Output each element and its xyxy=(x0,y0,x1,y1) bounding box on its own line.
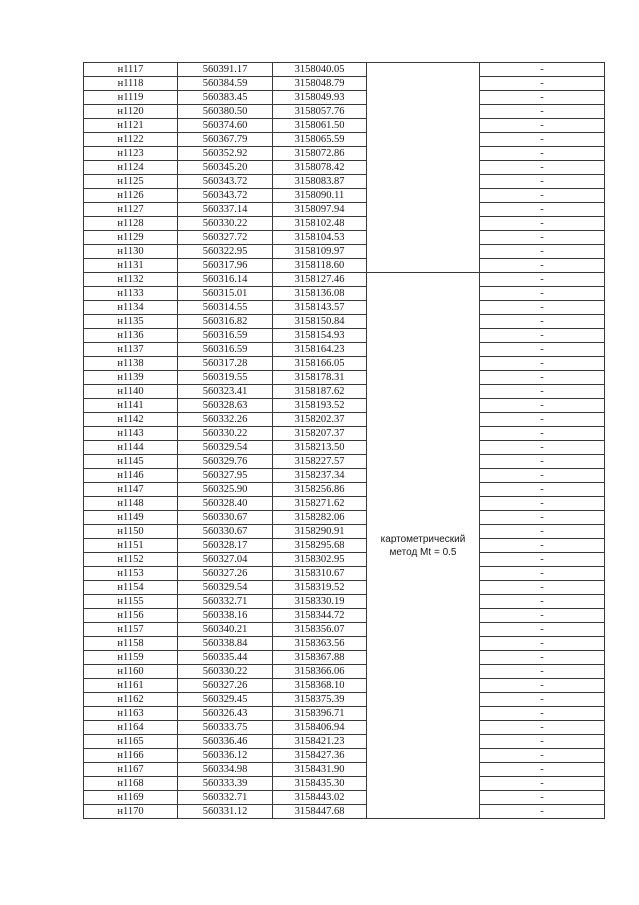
table-row xyxy=(84,77,605,91)
table-row xyxy=(84,217,605,231)
dash-cell: - xyxy=(480,329,605,343)
point-id-cell: н1145 xyxy=(84,455,178,469)
x-coordinate-cell: 560352.92 xyxy=(178,147,273,161)
x-coordinate-cell: 560338.84 xyxy=(178,637,273,651)
table-row xyxy=(84,749,605,763)
point-id-cell: н1147 xyxy=(84,483,178,497)
dash-cell: - xyxy=(480,749,605,763)
point-id-cell: н1122 xyxy=(84,133,178,147)
x-coordinate-cell: 560340.21 xyxy=(178,623,273,637)
y-coordinate-cell: 3158061.50 xyxy=(273,119,367,133)
x-coordinate-cell: 560391.17 xyxy=(178,63,273,77)
y-coordinate-cell: 3158396.71 xyxy=(273,707,367,721)
dash-cell: - xyxy=(480,511,605,525)
x-coordinate-cell: 560329.54 xyxy=(178,441,273,455)
y-coordinate-cell: 3158431.90 xyxy=(273,763,367,777)
y-coordinate-cell: 3158143.57 xyxy=(273,301,367,315)
y-coordinate-cell: 3158310.67 xyxy=(273,567,367,581)
dash-cell: - xyxy=(480,399,605,413)
dash-cell: - xyxy=(480,301,605,315)
table-row xyxy=(84,231,605,245)
table-row xyxy=(84,763,605,777)
y-coordinate-cell: 3158150.84 xyxy=(273,315,367,329)
dash-cell: - xyxy=(480,189,605,203)
point-id-cell: н1144 xyxy=(84,441,178,455)
table-row xyxy=(84,329,605,343)
y-coordinate-cell: 3158065.59 xyxy=(273,133,367,147)
table-row xyxy=(84,455,605,469)
point-id-cell: н1118 xyxy=(84,77,178,91)
point-id-cell: н1117 xyxy=(84,63,178,77)
y-coordinate-cell: 3158164.23 xyxy=(273,343,367,357)
point-id-cell: н1146 xyxy=(84,469,178,483)
point-id-cell: н1150 xyxy=(84,525,178,539)
dash-cell: - xyxy=(480,133,605,147)
dash-cell: - xyxy=(480,147,605,161)
dash-cell: - xyxy=(480,203,605,217)
x-coordinate-cell: 560316.14 xyxy=(178,273,273,287)
point-id-cell: н1139 xyxy=(84,371,178,385)
point-id-cell: н1137 xyxy=(84,343,178,357)
y-coordinate-cell: 3158202.37 xyxy=(273,413,367,427)
y-coordinate-cell: 3158102.48 xyxy=(273,217,367,231)
y-coordinate-cell: 3158330.19 xyxy=(273,595,367,609)
table-row xyxy=(84,441,605,455)
dash-cell: - xyxy=(480,525,605,539)
dash-cell: - xyxy=(480,63,605,77)
table-row xyxy=(84,567,605,581)
table-row xyxy=(84,595,605,609)
x-coordinate-cell: 560384.59 xyxy=(178,77,273,91)
point-id-cell: н1161 xyxy=(84,679,178,693)
y-coordinate-cell: 3158367.88 xyxy=(273,651,367,665)
dash-cell: - xyxy=(480,623,605,637)
table-row xyxy=(84,497,605,511)
dash-cell: - xyxy=(480,679,605,693)
point-id-cell: н1126 xyxy=(84,189,178,203)
point-id-cell: н1170 xyxy=(84,805,178,819)
method-label-line2: метод Mt = 0.5 xyxy=(389,546,457,558)
table-row xyxy=(84,721,605,735)
x-coordinate-cell: 560330.22 xyxy=(178,217,273,231)
dash-cell: - xyxy=(480,581,605,595)
x-coordinate-cell: 560333.75 xyxy=(178,721,273,735)
x-coordinate-cell: 560336.46 xyxy=(178,735,273,749)
y-coordinate-cell: 3158356.07 xyxy=(273,623,367,637)
y-coordinate-cell: 3158187.62 xyxy=(273,385,367,399)
dash-cell: - xyxy=(480,777,605,791)
method-cell-empty xyxy=(367,63,480,273)
table-row xyxy=(84,371,605,385)
point-id-cell: н1128 xyxy=(84,217,178,231)
point-id-cell: н1141 xyxy=(84,399,178,413)
x-coordinate-cell: 560327.04 xyxy=(178,553,273,567)
dash-cell: - xyxy=(480,175,605,189)
y-coordinate-cell: 3158154.93 xyxy=(273,329,367,343)
dash-cell: - xyxy=(480,595,605,609)
table-row xyxy=(84,679,605,693)
table-row xyxy=(84,273,605,287)
dash-cell: - xyxy=(480,287,605,301)
x-coordinate-cell: 560374.60 xyxy=(178,119,273,133)
table-row xyxy=(84,525,605,539)
x-coordinate-cell: 560329.76 xyxy=(178,455,273,469)
table-row xyxy=(84,469,605,483)
table-row xyxy=(84,63,605,77)
point-id-cell: н1120 xyxy=(84,105,178,119)
point-id-cell: н1134 xyxy=(84,301,178,315)
dash-cell: - xyxy=(480,119,605,133)
point-id-cell: н1159 xyxy=(84,651,178,665)
point-id-cell: н1157 xyxy=(84,623,178,637)
point-id-cell: н1143 xyxy=(84,427,178,441)
x-coordinate-cell: 560315.01 xyxy=(178,287,273,301)
dash-cell: - xyxy=(480,791,605,805)
x-coordinate-cell: 560314.55 xyxy=(178,301,273,315)
dash-cell: - xyxy=(480,553,605,567)
y-coordinate-cell: 3158166.05 xyxy=(273,357,367,371)
point-id-cell: н1121 xyxy=(84,119,178,133)
dash-cell: - xyxy=(480,385,605,399)
table-row xyxy=(84,301,605,315)
x-coordinate-cell: 560328.40 xyxy=(178,497,273,511)
table-row xyxy=(84,665,605,679)
x-coordinate-cell: 560327.26 xyxy=(178,567,273,581)
x-coordinate-cell: 560330.67 xyxy=(178,525,273,539)
dash-cell: - xyxy=(480,357,605,371)
point-id-cell: н1133 xyxy=(84,287,178,301)
y-coordinate-cell: 3158368.10 xyxy=(273,679,367,693)
point-id-cell: н1119 xyxy=(84,91,178,105)
point-id-cell: н1164 xyxy=(84,721,178,735)
x-coordinate-cell: 560334.98 xyxy=(178,763,273,777)
x-coordinate-cell: 560335.44 xyxy=(178,651,273,665)
x-coordinate-cell: 560345.20 xyxy=(178,161,273,175)
point-id-cell: н1154 xyxy=(84,581,178,595)
x-coordinate-cell: 560317.28 xyxy=(178,357,273,371)
x-coordinate-cell: 560332.71 xyxy=(178,791,273,805)
dash-cell: - xyxy=(480,231,605,245)
dash-cell: - xyxy=(480,721,605,735)
table-row xyxy=(84,693,605,707)
table-row xyxy=(84,105,605,119)
table-row xyxy=(84,511,605,525)
point-id-cell: н1152 xyxy=(84,553,178,567)
x-coordinate-cell: 560336.12 xyxy=(178,749,273,763)
y-coordinate-cell: 3158127.46 xyxy=(273,273,367,287)
y-coordinate-cell: 3158207.37 xyxy=(273,427,367,441)
y-coordinate-cell: 3158109.97 xyxy=(273,245,367,259)
table-row xyxy=(84,133,605,147)
dash-cell: - xyxy=(480,567,605,581)
dash-cell: - xyxy=(480,469,605,483)
point-id-cell: н1127 xyxy=(84,203,178,217)
dash-cell: - xyxy=(480,217,605,231)
dash-cell: - xyxy=(480,763,605,777)
y-coordinate-cell: 3158406.94 xyxy=(273,721,367,735)
table-row xyxy=(84,119,605,133)
point-id-cell: н1151 xyxy=(84,539,178,553)
point-id-cell: н1135 xyxy=(84,315,178,329)
point-id-cell: н1162 xyxy=(84,693,178,707)
table-row xyxy=(84,399,605,413)
y-coordinate-cell: 3158049.93 xyxy=(273,91,367,105)
dash-cell: - xyxy=(480,805,605,819)
coordinates-table xyxy=(83,62,605,819)
x-coordinate-cell: 560319.55 xyxy=(178,371,273,385)
y-coordinate-cell: 3158256.86 xyxy=(273,483,367,497)
x-coordinate-cell: 560333.39 xyxy=(178,777,273,791)
x-coordinate-cell: 560328.17 xyxy=(178,539,273,553)
x-coordinate-cell: 560343.72 xyxy=(178,175,273,189)
y-coordinate-cell: 3158427.36 xyxy=(273,749,367,763)
x-coordinate-cell: 560329.54 xyxy=(178,581,273,595)
y-coordinate-cell: 3158290.91 xyxy=(273,525,367,539)
point-id-cell: н1165 xyxy=(84,735,178,749)
dash-cell: - xyxy=(480,441,605,455)
x-coordinate-cell: 560316.59 xyxy=(178,329,273,343)
table-row xyxy=(84,91,605,105)
method-cell xyxy=(367,273,480,819)
table-row xyxy=(84,385,605,399)
table-row xyxy=(84,357,605,371)
point-id-cell: н1166 xyxy=(84,749,178,763)
table-row xyxy=(84,189,605,203)
point-id-cell: н1125 xyxy=(84,175,178,189)
table-row xyxy=(84,735,605,749)
x-coordinate-cell: 560343.72 xyxy=(178,189,273,203)
point-id-cell: н1129 xyxy=(84,231,178,245)
point-id-cell: н1158 xyxy=(84,637,178,651)
table-row xyxy=(84,427,605,441)
y-coordinate-cell: 3158178.31 xyxy=(273,371,367,385)
y-coordinate-cell: 3158118.60 xyxy=(273,259,367,273)
x-coordinate-cell: 560380.50 xyxy=(178,105,273,119)
dash-cell: - xyxy=(480,315,605,329)
point-id-cell: н1156 xyxy=(84,609,178,623)
x-coordinate-cell: 560327.72 xyxy=(178,231,273,245)
table-row xyxy=(84,707,605,721)
dash-cell: - xyxy=(480,343,605,357)
table-row xyxy=(84,175,605,189)
x-coordinate-cell: 560332.26 xyxy=(178,413,273,427)
table-row xyxy=(84,623,605,637)
table-row xyxy=(84,553,605,567)
x-coordinate-cell: 560317.96 xyxy=(178,259,273,273)
x-coordinate-cell: 560332.71 xyxy=(178,595,273,609)
y-coordinate-cell: 3158090.11 xyxy=(273,189,367,203)
x-coordinate-cell: 560337.14 xyxy=(178,203,273,217)
y-coordinate-cell: 3158366.06 xyxy=(273,665,367,679)
table-row xyxy=(84,651,605,665)
x-coordinate-cell: 560327.26 xyxy=(178,679,273,693)
y-coordinate-cell: 3158282.06 xyxy=(273,511,367,525)
dash-cell: - xyxy=(480,637,605,651)
y-coordinate-cell: 3158104.53 xyxy=(273,231,367,245)
y-coordinate-cell: 3158057.76 xyxy=(273,105,367,119)
y-coordinate-cell: 3158302.95 xyxy=(273,553,367,567)
dash-cell: - xyxy=(480,539,605,553)
point-id-cell: н1149 xyxy=(84,511,178,525)
x-coordinate-cell: 560327.95 xyxy=(178,469,273,483)
x-coordinate-cell: 560330.22 xyxy=(178,665,273,679)
table-row xyxy=(84,203,605,217)
table-row xyxy=(84,609,605,623)
point-id-cell: н1148 xyxy=(84,497,178,511)
dash-cell: - xyxy=(480,259,605,273)
x-coordinate-cell: 560316.59 xyxy=(178,343,273,357)
x-coordinate-cell: 560322.95 xyxy=(178,245,273,259)
y-coordinate-cell: 3158213.50 xyxy=(273,441,367,455)
point-id-cell: н1153 xyxy=(84,567,178,581)
dash-cell: - xyxy=(480,427,605,441)
x-coordinate-cell: 560331.12 xyxy=(178,805,273,819)
x-coordinate-cell: 560329.45 xyxy=(178,693,273,707)
y-coordinate-cell: 3158447.68 xyxy=(273,805,367,819)
x-coordinate-cell: 560383.45 xyxy=(178,91,273,105)
y-coordinate-cell: 3158078.42 xyxy=(273,161,367,175)
y-coordinate-cell: 3158443.02 xyxy=(273,791,367,805)
dash-cell: - xyxy=(480,161,605,175)
y-coordinate-cell: 3158097.94 xyxy=(273,203,367,217)
dash-cell: - xyxy=(480,413,605,427)
y-coordinate-cell: 3158375.39 xyxy=(273,693,367,707)
x-coordinate-cell: 560323.41 xyxy=(178,385,273,399)
point-id-cell: н1160 xyxy=(84,665,178,679)
x-coordinate-cell: 560367.79 xyxy=(178,133,273,147)
point-id-cell: н1155 xyxy=(84,595,178,609)
dash-cell: - xyxy=(480,665,605,679)
table-row xyxy=(84,343,605,357)
table-row xyxy=(84,287,605,301)
y-coordinate-cell: 3158421.23 xyxy=(273,735,367,749)
y-coordinate-cell: 3158048.79 xyxy=(273,77,367,91)
x-coordinate-cell: 560330.22 xyxy=(178,427,273,441)
dash-cell: - xyxy=(480,707,605,721)
table-row xyxy=(84,315,605,329)
point-id-cell: н1163 xyxy=(84,707,178,721)
method-label-line1: картометрический xyxy=(380,533,466,545)
dash-cell: - xyxy=(480,273,605,287)
table-row xyxy=(84,147,605,161)
table-row xyxy=(84,259,605,273)
table-row xyxy=(84,805,605,819)
y-coordinate-cell: 3158072.86 xyxy=(273,147,367,161)
y-coordinate-cell: 3158295.68 xyxy=(273,539,367,553)
point-id-cell: н1130 xyxy=(84,245,178,259)
point-id-cell: н1167 xyxy=(84,763,178,777)
y-coordinate-cell: 3158344.72 xyxy=(273,609,367,623)
point-id-cell: н1140 xyxy=(84,385,178,399)
point-id-cell: н1136 xyxy=(84,329,178,343)
point-id-cell: н1131 xyxy=(84,259,178,273)
dash-cell: - xyxy=(480,693,605,707)
dash-cell: - xyxy=(480,245,605,259)
point-id-cell: н1169 xyxy=(84,791,178,805)
point-id-cell: н1168 xyxy=(84,777,178,791)
y-coordinate-cell: 3158363.56 xyxy=(273,637,367,651)
x-coordinate-cell: 560328.63 xyxy=(178,399,273,413)
table-row xyxy=(84,539,605,553)
dash-cell: - xyxy=(480,497,605,511)
dash-cell: - xyxy=(480,483,605,497)
dash-cell: - xyxy=(480,371,605,385)
table-row xyxy=(84,413,605,427)
dash-cell: - xyxy=(480,105,605,119)
y-coordinate-cell: 3158271.62 xyxy=(273,497,367,511)
table-row xyxy=(84,483,605,497)
x-coordinate-cell: 560338.16 xyxy=(178,609,273,623)
table-row xyxy=(84,791,605,805)
table-row xyxy=(84,245,605,259)
point-id-cell: н1124 xyxy=(84,161,178,175)
table-row xyxy=(84,777,605,791)
dash-cell: - xyxy=(480,735,605,749)
table-row xyxy=(84,161,605,175)
x-coordinate-cell: 560316.82 xyxy=(178,315,273,329)
table-row xyxy=(84,581,605,595)
table-row xyxy=(84,637,605,651)
y-coordinate-cell: 3158227.57 xyxy=(273,455,367,469)
y-coordinate-cell: 3158136.08 xyxy=(273,287,367,301)
dash-cell: - xyxy=(480,91,605,105)
point-id-cell: н1132 xyxy=(84,273,178,287)
dash-cell: - xyxy=(480,455,605,469)
dash-cell: - xyxy=(480,77,605,91)
dash-cell: - xyxy=(480,651,605,665)
y-coordinate-cell: 3158237.34 xyxy=(273,469,367,483)
y-coordinate-cell: 3158083.87 xyxy=(273,175,367,189)
y-coordinate-cell: 3158193.52 xyxy=(273,399,367,413)
x-coordinate-cell: 560330.67 xyxy=(178,511,273,525)
point-id-cell: н1123 xyxy=(84,147,178,161)
dash-cell: - xyxy=(480,609,605,623)
point-id-cell: н1138 xyxy=(84,357,178,371)
y-coordinate-cell: 3158040.05 xyxy=(273,63,367,77)
y-coordinate-cell: 3158319.52 xyxy=(273,581,367,595)
y-coordinate-cell: 3158435.30 xyxy=(273,777,367,791)
x-coordinate-cell: 560325.90 xyxy=(178,483,273,497)
point-id-cell: н1142 xyxy=(84,413,178,427)
coordinates-table-body xyxy=(84,63,605,819)
x-coordinate-cell: 560326.43 xyxy=(178,707,273,721)
